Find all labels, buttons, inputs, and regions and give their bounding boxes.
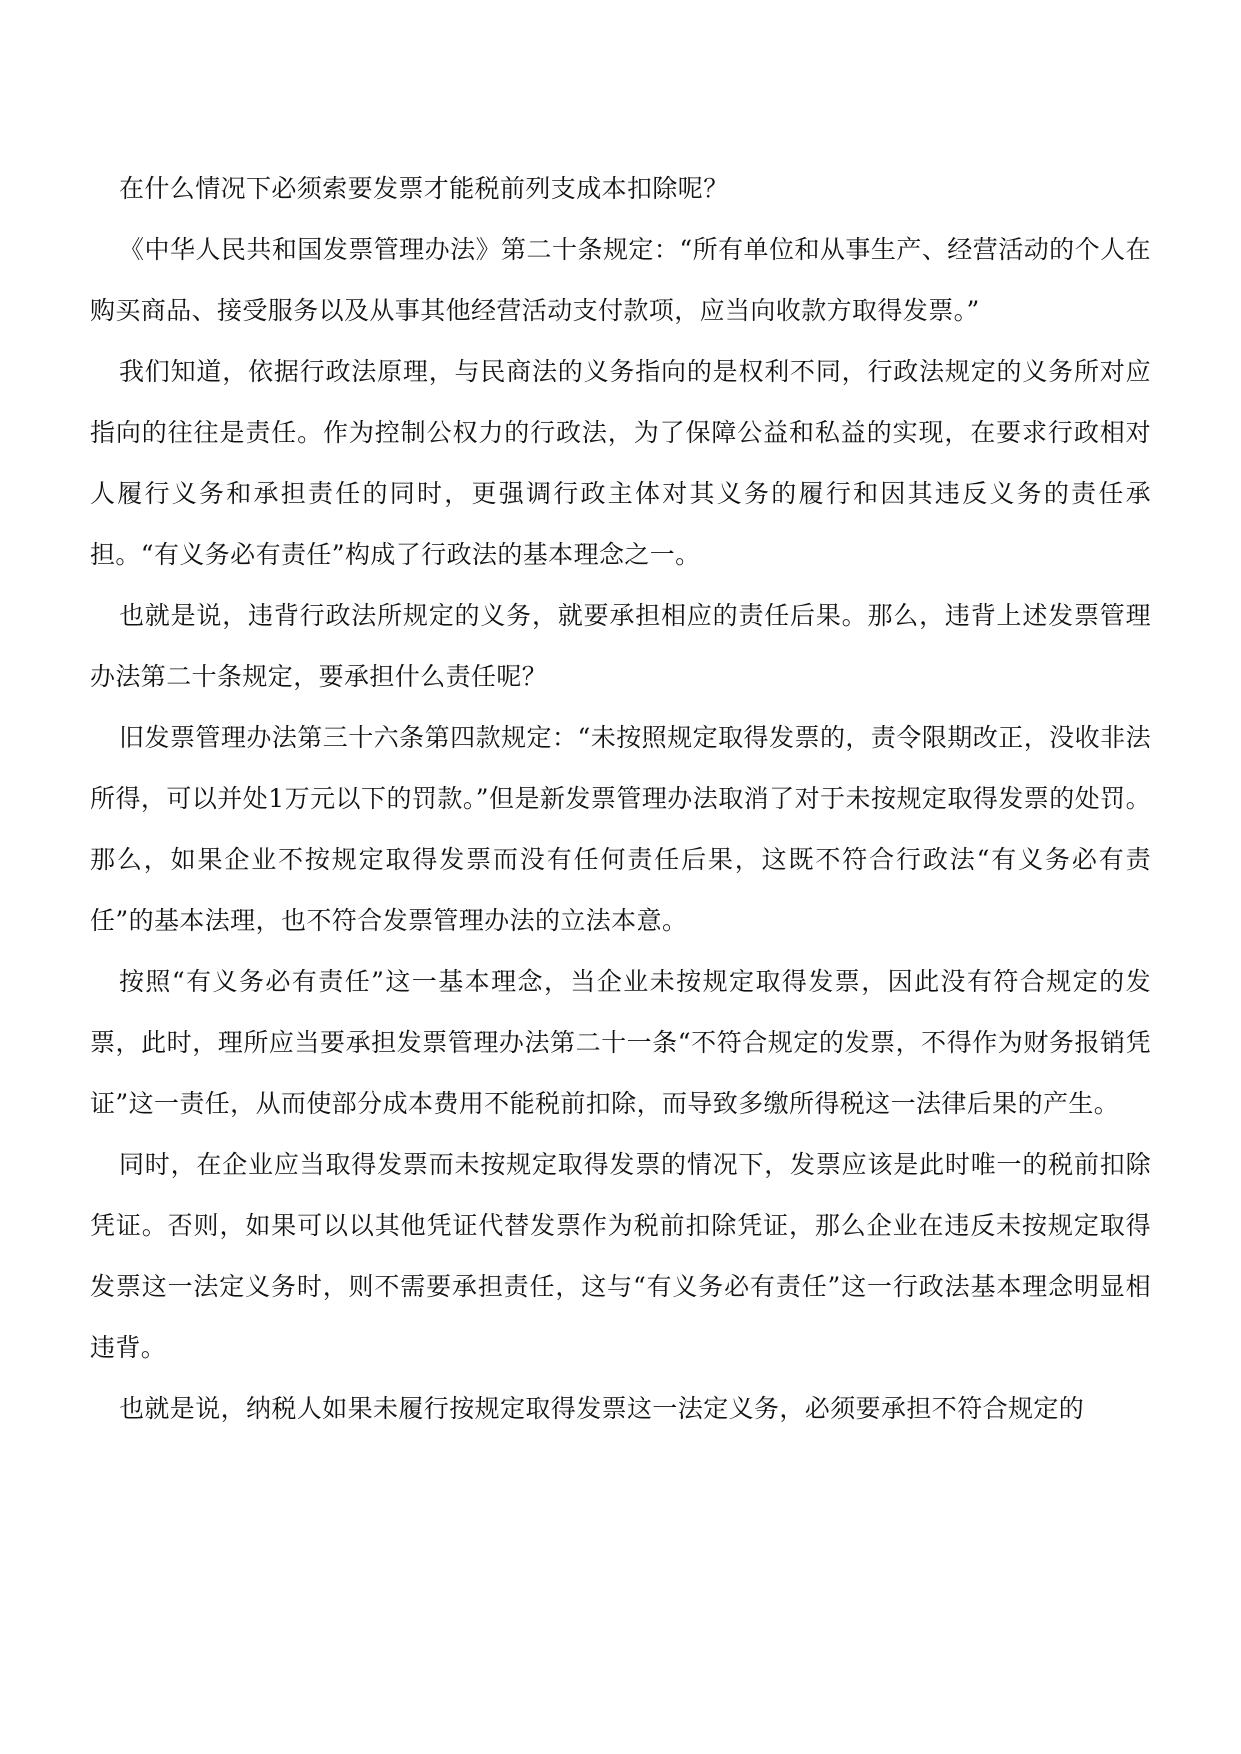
paragraph-old-regulation: 旧发票管理办法第三十六条第四款规定：“未按照规定取得发票的，责令限期改正，没收非法所得，可以并处1万元以下的罚款。”但是新发票管理办法取消了对于未按规定取得发票的处罚。那么，如果企业不按规定取得发票而没有任何责任后果，这既不符合行政法“有义务必有责任”的基本法理，也不符合发票管理办法的立法本意。	[90, 723, 1151, 935]
paragraph-article-21: 按照“有义务必有责任”这一基本理念，当企业未按规定取得发票，因此没有符合规定的发票，此时，理所应当要承担发票管理办法第二十一条“不符合规定的发票，不得作为财务报销凭证”这一责任，从而使部分成本费用不能税前扣除，而导致多缴所得税这一法律后果的产生。	[90, 967, 1151, 1118]
paragraph-question: 在什么情况下必须索要发票才能税前列支成本扣除呢？	[119, 174, 729, 203]
paragraph-admin-law-principle: 我们知道，依据行政法原理，与民商法的义务指向的是权利不同，行政法规定的义务所对应指向的往往是责任。作为控制公权力的行政法，为了保障公益和私益的实现，在要求行政相对人履行义务和承担责任的同时，更强调行政主体对其义务的履行和因其违反义务的责任承担。“有义务必有责任”构成了行政法的基本理念之一。	[90, 357, 1151, 569]
paragraph-conclusion: 也就是说，纳税人如果未履行按规定取得发票这一法定义务，必须要承担不符合规定的	[119, 1394, 1085, 1423]
document-body	[90, 158, 1151, 1439]
paragraph-sole-voucher: 同时，在企业应当取得发票而未按规定取得发票的情况下，发票应该是此时唯一的税前扣除凭证。否则，如果可以以其他凭证代替发票作为税前扣除凭证，那么企业在违反未按规定取得发票这一法定义务时，则不需要承担责任，这与“有义务必有责任”这一行政法基本理念明显相违背。	[90, 1150, 1151, 1362]
paragraph-liability-question: 也就是说，违背行政法所规定的义务，就要承担相应的责任后果。那么，违背上述发票管理办法第二十条规定，要承担什么责任呢？	[90, 601, 1151, 691]
paragraph-article-20: 《中华人民共和国发票管理办法》第二十条规定：“所有单位和从事生产、经营活动的个人在购买商品、接受服务以及从事其他经营活动支付款项，应当向收款方取得发票。”	[90, 235, 1151, 325]
